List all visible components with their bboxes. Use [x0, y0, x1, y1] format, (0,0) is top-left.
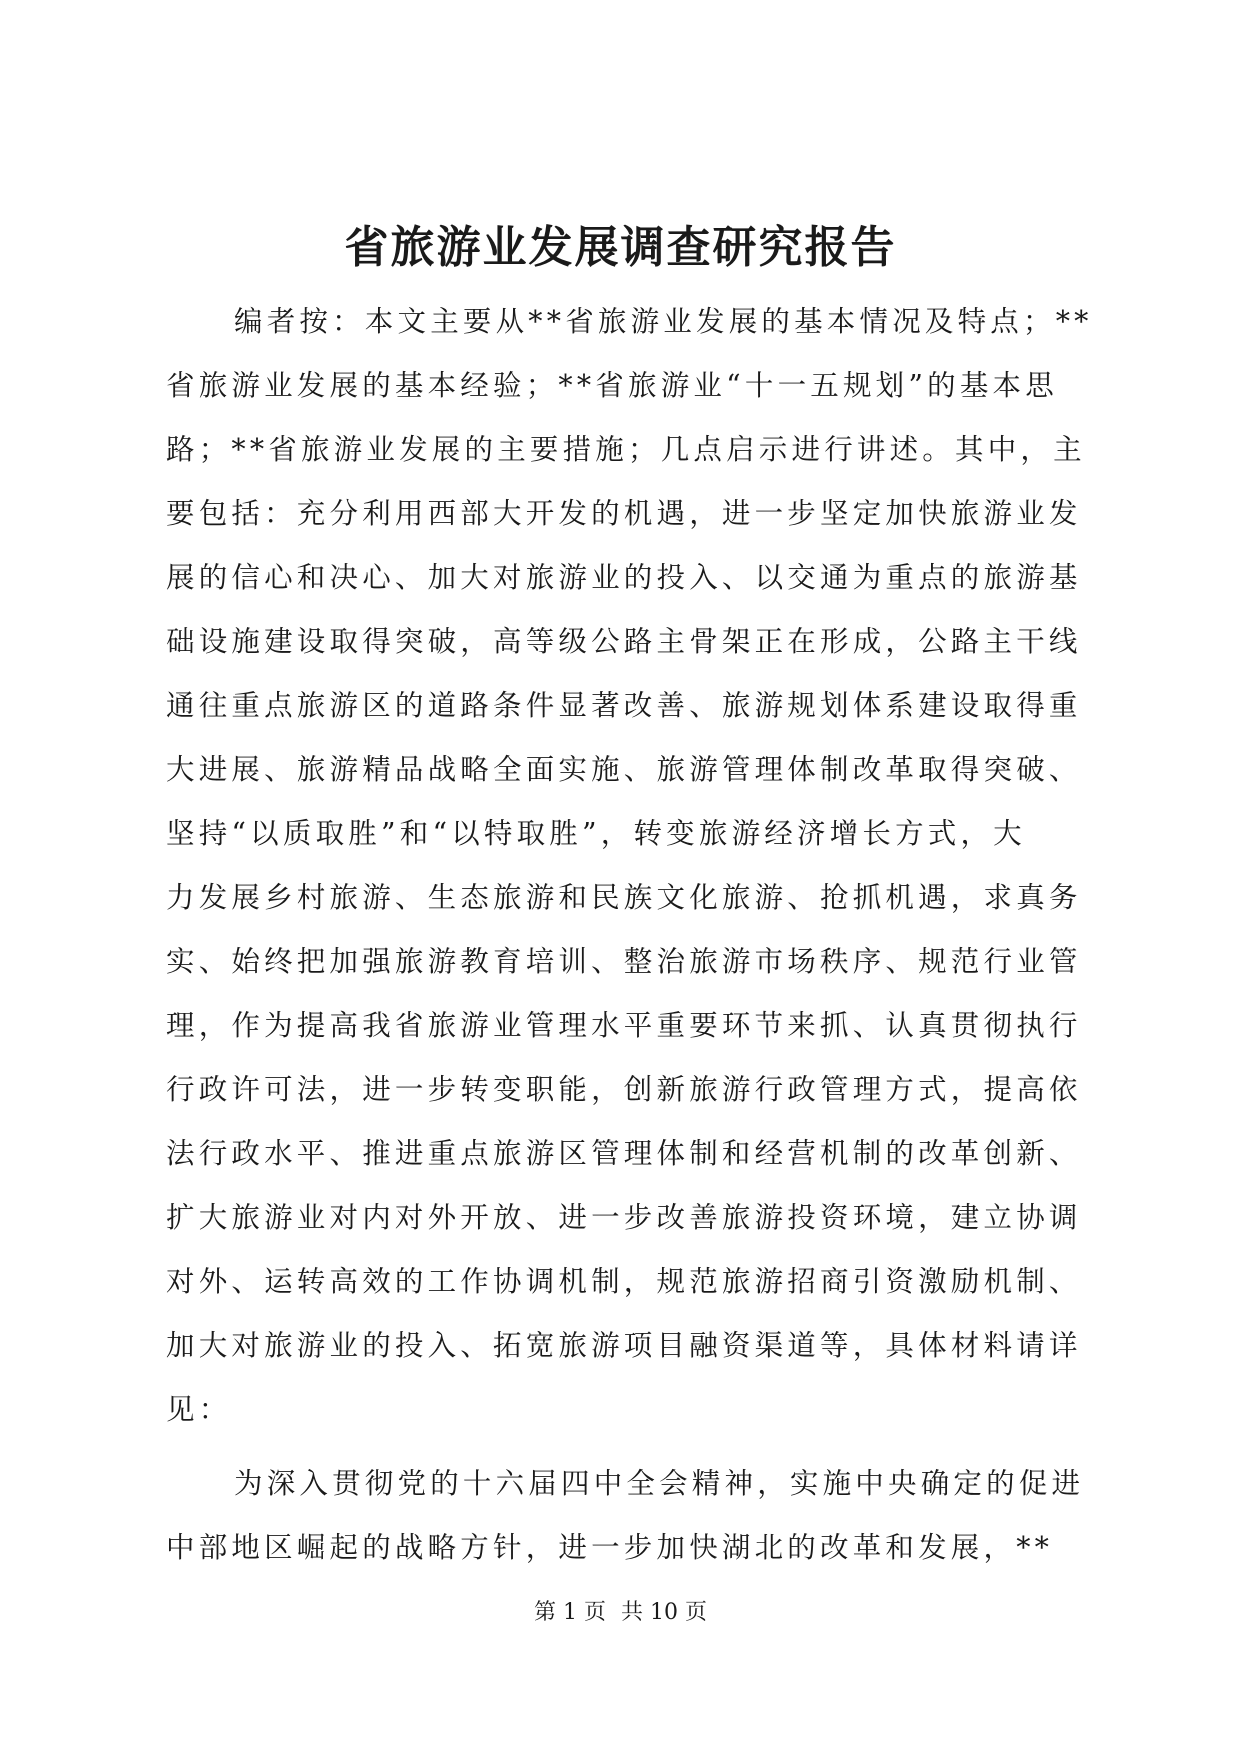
- text-line: 省旅游业发展的基本经验；**省旅游业“十一五规划”的基本思: [166, 369, 1058, 402]
- text-line: 展的信心和决心、加大对旅游业的投入、以交通为重点的旅游基: [166, 561, 1082, 594]
- text-line: 为深入贯彻党的十六届四中全会精神，实施中央确定的促进: [234, 1467, 1085, 1500]
- text-line: 加大对旅游业的投入、拓宽旅游项目融资渠道等，具体材料请详: [166, 1329, 1082, 1362]
- text-line: 见：: [166, 1393, 232, 1426]
- text-line: 编者按：本文主要从**省旅游业发展的基本情况及特点；**: [234, 305, 1093, 338]
- text-line: 力发展乡村旅游、生态旅游和民族文化旅游、抢抓机遇，求真务: [166, 881, 1082, 914]
- total-pages: 共 10 页: [621, 1600, 707, 1625]
- paragraph-spacer: [166, 1442, 1076, 1452]
- text-line: 大进展、旅游精品战略全面实施、旅游管理体制改革取得突破、: [166, 753, 1082, 786]
- text-line: 路；**省旅游业发展的主要措施；几点启示进行讲述。其中，主: [166, 433, 1086, 466]
- text-line: 扩大旅游业对内对外开放、进一步改善旅游投资环境，建立协调: [166, 1201, 1082, 1234]
- paragraph-intro: [166, 1452, 1085, 1580]
- text-line: 理，作为提高我省旅游业管理水平重要环节来抓、认真贯彻执行: [166, 1009, 1082, 1042]
- page-number: 第 1 页: [534, 1600, 606, 1625]
- text-line: 对外、运转高效的工作协调机制，规范旅游招商引资激励机制、: [166, 1265, 1082, 1298]
- text-line: 中部地区崛起的战略方针，进一步加快湖北的改革和发展，**: [166, 1531, 1054, 1564]
- document-title: 省旅游业发展调查研究报告: [344, 222, 897, 273]
- text-line: 实、始终把加强旅游教育培训、整治旅游市场秩序、规范行业管: [166, 945, 1082, 978]
- text-line: 法行政水平、推进重点旅游区管理体制和经营机制的改革创新、: [166, 1137, 1082, 1170]
- paragraph-editor-note: [166, 290, 1093, 1442]
- page-footer: [0, 1598, 1241, 1628]
- document-body: [166, 290, 1093, 1580]
- text-line: 坚持“以质取胜”和“以特取胜”，转变旅游经济增长方式，大: [166, 817, 1026, 850]
- text-line: 行政许可法，进一步转变职能，创新旅游行政管理方式，提高依: [166, 1073, 1082, 1106]
- text-line: 通往重点旅游区的道路条件显著改善、旅游规划体系建设取得重: [166, 689, 1082, 722]
- text-line: 要包括：充分利用西部大开发的机遇，进一步坚定加快旅游业发: [166, 497, 1082, 530]
- text-line: 础设施建设取得突破，高等级公路主骨架正在形成，公路主干线: [166, 625, 1082, 658]
